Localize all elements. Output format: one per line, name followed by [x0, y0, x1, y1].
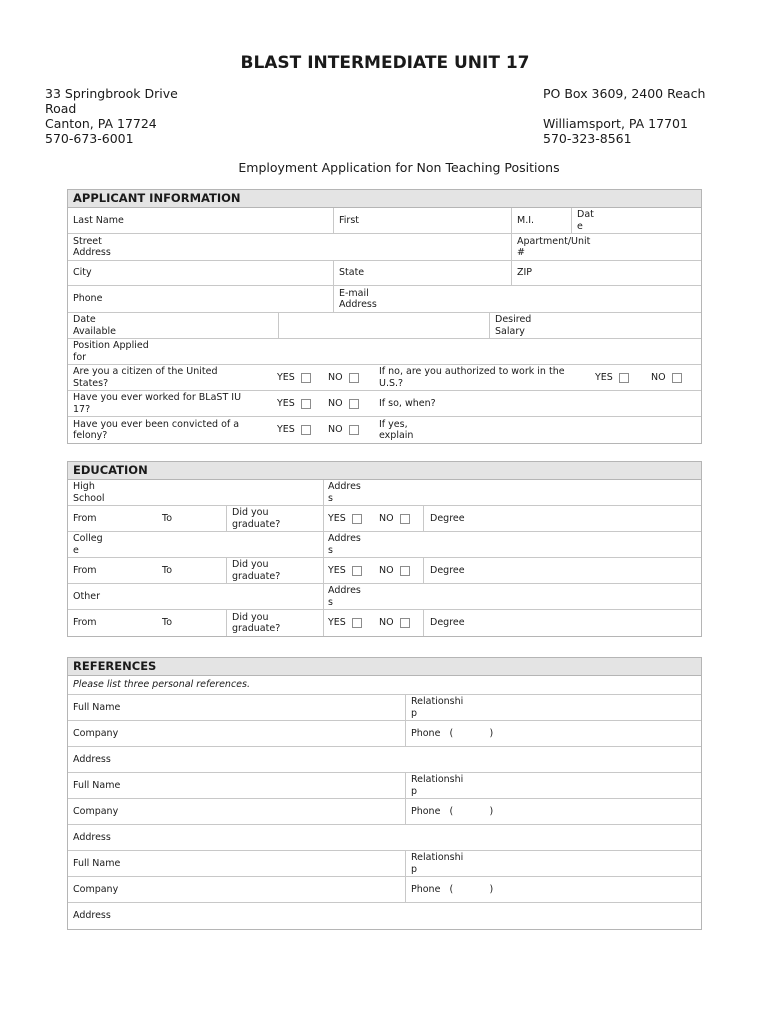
graduate-yes-option[interactable]	[328, 610, 362, 636]
worked-yes-option[interactable]	[277, 391, 311, 416]
reference-1-address-row	[68, 747, 701, 773]
phone-area-code: ( )	[449, 805, 494, 817]
worked-before-question: Have you ever worked for BLaST IU 17?	[73, 392, 242, 415]
citizen-yes-option[interactable]	[277, 365, 311, 390]
reference-3-address-row	[68, 903, 701, 929]
full-name-field[interactable]: Full Name	[73, 857, 121, 869]
citizen-no-option[interactable]	[328, 365, 359, 390]
no-label: NO	[651, 371, 666, 383]
worked-yes-checkbox[interactable]	[301, 399, 311, 409]
no-label: NO	[379, 617, 394, 629]
worked-no-option[interactable]	[328, 391, 359, 416]
felony-yes-checkbox[interactable]	[301, 425, 311, 435]
address-field[interactable]: Address	[73, 910, 111, 922]
authorized-yes-checkbox[interactable]	[619, 373, 629, 383]
last-name-field[interactable]: Last Name	[73, 214, 124, 226]
references-instruction: Please list three personal references.	[73, 679, 250, 691]
graduate-yes-checkbox[interactable]	[352, 566, 362, 576]
graduate-question: Did you graduate?	[232, 611, 281, 634]
full-name-field[interactable]: Full Name	[73, 701, 121, 713]
name-row	[68, 208, 701, 234]
relationship-field[interactable]: Relationshi p	[411, 696, 464, 719]
city-row	[68, 261, 701, 286]
desired-salary-label: Desired Salary	[495, 314, 532, 337]
if-yes-explain-field[interactable]: If yes, explain	[379, 418, 414, 441]
company-field[interactable]: Company	[73, 805, 119, 817]
phone-field[interactable]	[411, 721, 493, 746]
authorized-no-option[interactable]	[651, 365, 682, 390]
other-dates-row	[68, 610, 701, 636]
felony-question: Have you ever been convicted of a felony?	[73, 418, 240, 441]
address-field[interactable]: Address	[73, 753, 111, 765]
authorized-yes-option[interactable]	[595, 365, 629, 390]
education-section	[67, 461, 702, 637]
relationship-field[interactable]: Relationshi p	[411, 852, 464, 875]
date-available-label: Date Available	[73, 314, 117, 337]
reference-1-company-row	[68, 721, 701, 747]
citizen-no-checkbox[interactable]	[349, 373, 359, 383]
no-label: NO	[328, 424, 343, 436]
email-field[interactable]: E-mail Address	[339, 287, 377, 310]
right-address-spacer	[543, 101, 705, 116]
from-field[interactable]: From	[73, 617, 97, 629]
form-subtitle: Employment Application for Non Teaching Positions	[238, 160, 560, 175]
left-address-line: Road	[45, 101, 77, 116]
college-dates-row	[68, 558, 701, 584]
reference-3-name-row	[68, 851, 701, 877]
authorized-no-checkbox[interactable]	[672, 373, 682, 383]
graduate-question: Did you graduate?	[232, 559, 281, 582]
felony-no-option[interactable]	[328, 417, 359, 443]
graduate-no-option[interactable]	[379, 506, 410, 531]
other-school-field[interactable]: Other	[73, 590, 100, 602]
phone-field[interactable]	[411, 877, 493, 902]
right-address-line: 570-323-8561	[543, 131, 632, 146]
relationship-field[interactable]: Relationshi p	[411, 774, 464, 797]
high-school-field[interactable]: High School	[73, 481, 105, 504]
company-field[interactable]: Company	[73, 727, 119, 739]
phone-label: Phone	[411, 727, 441, 739]
citizen-question: Are you a citizen of the United States?	[73, 366, 218, 389]
reference-2-address-row	[68, 825, 701, 851]
college-row	[68, 532, 701, 558]
full-name-field[interactable]: Full Name	[73, 779, 121, 791]
high-school-row	[68, 480, 701, 506]
yes-label: YES	[595, 371, 613, 383]
section-heading: REFERENCES	[68, 658, 701, 676]
page-title: BLAST INTERMEDIATE UNIT 17	[240, 53, 530, 73]
no-label: NO	[379, 564, 394, 576]
instruction-row	[68, 676, 701, 695]
high-school-address-field[interactable]: Addres s	[328, 481, 361, 504]
yes-label: YES	[277, 424, 295, 436]
phone-area-code: ( )	[449, 883, 494, 895]
phone-area-code: ( )	[449, 727, 494, 739]
no-label: NO	[379, 512, 394, 524]
graduate-yes-checkbox[interactable]	[352, 618, 362, 628]
position-applied-field[interactable]: Position Applied for	[73, 340, 149, 363]
college-address-field[interactable]: Addres s	[328, 533, 361, 556]
if-so-when-field[interactable]: If so, when?	[379, 397, 436, 409]
from-field[interactable]: From	[73, 564, 97, 576]
graduate-question: Did you graduate?	[232, 507, 281, 530]
left-address-line: Canton, PA 17724	[45, 116, 157, 131]
address-field[interactable]: Address	[73, 831, 111, 843]
reference-2-name-row	[68, 773, 701, 799]
phone-label: Phone	[411, 805, 441, 817]
to-field[interactable]: To	[162, 512, 173, 524]
authorized-question: If no, are you authorized to work in the U.S.?	[379, 366, 565, 389]
left-address	[45, 86, 178, 146]
graduate-no-option[interactable]	[379, 610, 410, 636]
yes-label: YES	[277, 397, 295, 409]
no-label: NO	[328, 371, 343, 383]
availability-row	[68, 313, 701, 339]
yes-label: YES	[328, 512, 346, 524]
left-address-line: 33 Springbrook Drive	[45, 86, 178, 101]
phone-row	[68, 286, 701, 313]
to-field[interactable]: To	[162, 617, 173, 629]
graduate-no-checkbox[interactable]	[400, 618, 410, 628]
state-field[interactable]: State	[339, 267, 365, 279]
applicant-information-section	[67, 189, 702, 444]
right-address-line: Williamsport, PA 17701	[543, 116, 688, 131]
right-address-line: PO Box 3609, 2400 Reach	[543, 86, 706, 101]
degree-field[interactable]: Degree	[430, 564, 465, 576]
graduate-no-option[interactable]	[379, 558, 410, 583]
phone-field[interactable]	[411, 799, 493, 824]
company-field[interactable]: Company	[73, 883, 119, 895]
from-field[interactable]: From	[73, 512, 97, 524]
phone-field[interactable]: Phone	[73, 293, 103, 305]
section-heading: EDUCATION	[68, 462, 701, 480]
citizen-row	[68, 365, 701, 391]
no-label: NO	[328, 397, 343, 409]
yes-label: YES	[328, 617, 346, 629]
middle-initial-field[interactable]: M.I.	[517, 214, 535, 226]
date-available-input[interactable]	[279, 313, 489, 338]
to-field[interactable]: To	[162, 564, 173, 576]
graduate-no-checkbox[interactable]	[400, 566, 410, 576]
left-address-line: 570-673-6001	[45, 131, 134, 146]
degree-field[interactable]: Degree	[430, 512, 465, 524]
first-name-field[interactable]: First	[339, 214, 359, 226]
phone-label: Phone	[411, 883, 441, 895]
position-row	[68, 339, 701, 365]
worked-no-checkbox[interactable]	[349, 399, 359, 409]
citizen-yes-checkbox[interactable]	[301, 373, 311, 383]
felony-yes-option[interactable]	[277, 417, 311, 443]
reference-1-name-row	[68, 695, 701, 721]
apartment-unit-field[interactable]: Apartment/Unit #	[517, 235, 591, 258]
city-field[interactable]: City	[73, 267, 92, 279]
other-row	[68, 584, 701, 610]
reference-3-company-row	[68, 877, 701, 903]
college-field[interactable]: Colleg e	[73, 533, 103, 556]
felony-no-checkbox[interactable]	[349, 425, 359, 435]
date-field[interactable]: Dat e	[577, 209, 594, 232]
worked-before-row	[68, 391, 701, 417]
references-section	[67, 657, 702, 930]
right-address	[543, 86, 705, 146]
degree-field[interactable]: Degree	[430, 617, 465, 629]
yes-label: YES	[277, 371, 295, 383]
graduate-no-checkbox[interactable]	[400, 514, 410, 524]
street-row	[68, 234, 701, 261]
high-school-dates-row	[68, 506, 701, 532]
felony-row	[68, 417, 701, 443]
yes-label: YES	[328, 564, 346, 576]
graduate-yes-checkbox[interactable]	[352, 514, 362, 524]
street-address-field[interactable]: Street Address	[73, 235, 111, 258]
graduate-yes-option[interactable]	[328, 558, 362, 583]
zip-field[interactable]: ZIP	[517, 267, 533, 279]
section-heading: APPLICANT INFORMATION	[68, 190, 701, 208]
graduate-yes-option[interactable]	[328, 506, 362, 531]
other-address-field[interactable]: Addres s	[328, 585, 361, 608]
reference-2-company-row	[68, 799, 701, 825]
